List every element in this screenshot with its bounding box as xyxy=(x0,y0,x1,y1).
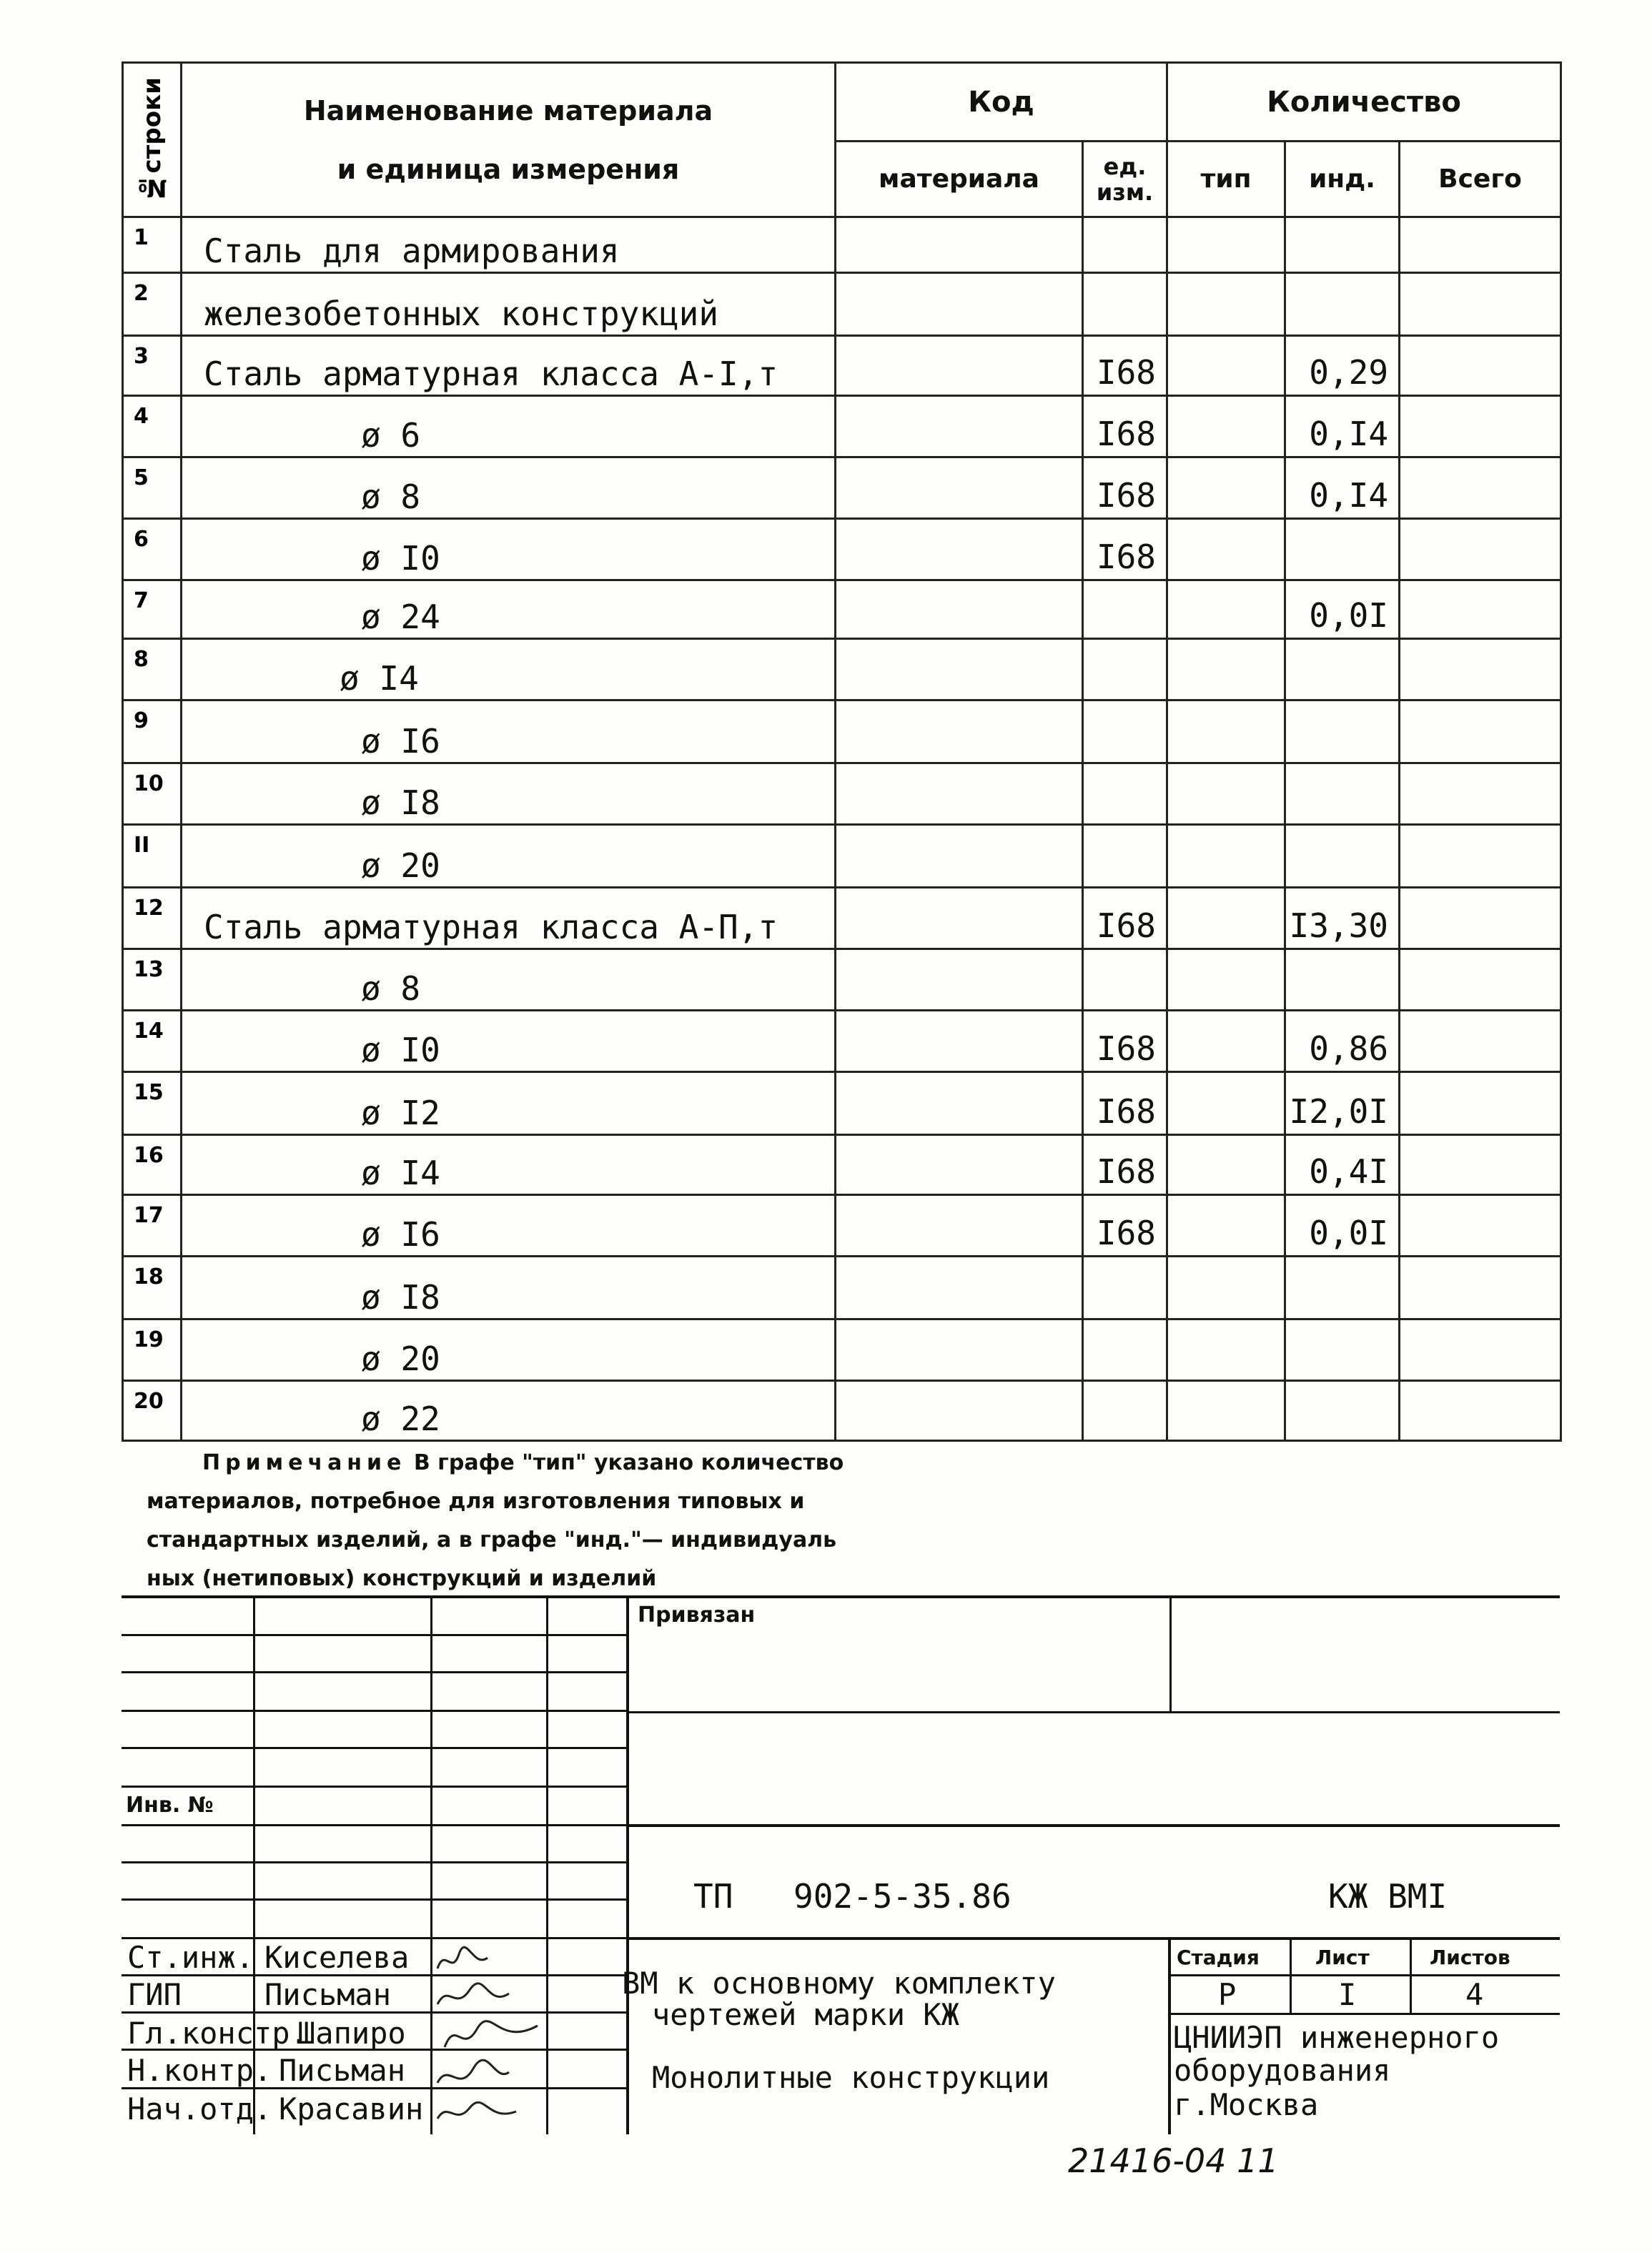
row-number: 4 xyxy=(123,396,182,457)
material-name: ø 20 xyxy=(182,1319,836,1381)
material-name: ø I8 xyxy=(182,1257,836,1319)
note-line3: стандартных изделий, а в графе "инд."— индивидуаль xyxy=(147,1527,837,1553)
unit-header-line1: ед. xyxy=(1103,152,1147,180)
type-qty xyxy=(1167,949,1285,1011)
total-qty xyxy=(1400,1257,1561,1319)
type-qty xyxy=(1167,700,1285,763)
table-row xyxy=(123,1195,1561,1257)
type-qty xyxy=(1167,519,1285,580)
material-code xyxy=(836,1195,1083,1257)
unit-code: I68 xyxy=(1083,1135,1167,1195)
total-qty xyxy=(1400,700,1561,763)
unit-code: I68 xyxy=(1083,888,1167,949)
table-row xyxy=(123,639,1561,700)
tp-number: 902-5-35.86 xyxy=(793,1877,1012,1916)
type-qty xyxy=(1167,273,1285,336)
table-row xyxy=(123,1135,1561,1195)
description-line1: ВМ к основному комплекту xyxy=(622,1966,1056,2001)
unit-code xyxy=(1083,825,1167,888)
type-qty xyxy=(1167,1011,1285,1072)
sheet-value: I xyxy=(1338,1977,1357,2012)
material-code xyxy=(836,1381,1083,1441)
material-code xyxy=(836,336,1083,396)
type-header: тип xyxy=(1167,142,1285,217)
stage-value: Р xyxy=(1218,1977,1237,2012)
type-qty xyxy=(1167,1135,1285,1195)
type-qty xyxy=(1167,825,1285,888)
total-qty xyxy=(1400,825,1561,888)
material-name: ø I4 xyxy=(182,1135,836,1195)
type-qty xyxy=(1167,1195,1285,1257)
total-qty xyxy=(1400,396,1561,457)
note xyxy=(147,1444,1033,1598)
table-row xyxy=(123,457,1561,519)
material-name: железобетонных конструкций xyxy=(182,273,836,336)
ind-qty xyxy=(1285,949,1400,1011)
unit-code: I68 xyxy=(1083,1011,1167,1072)
unit-header xyxy=(1083,142,1167,217)
ind-qty xyxy=(1285,1319,1400,1381)
table-row xyxy=(123,580,1561,639)
materials-table xyxy=(122,61,1562,1442)
unit-code: I68 xyxy=(1083,1195,1167,1257)
material-code xyxy=(836,1319,1083,1381)
table-row xyxy=(123,519,1561,580)
material-code xyxy=(836,1257,1083,1319)
total-qty xyxy=(1400,336,1561,396)
row-number: 16 xyxy=(123,1135,182,1195)
material-name-header-line2: и единица измерения xyxy=(337,153,680,185)
material-code xyxy=(836,949,1083,1011)
table-row xyxy=(123,1011,1561,1072)
type-qty xyxy=(1167,396,1285,457)
row-number: 8 xyxy=(123,639,182,700)
row-number: 3 xyxy=(123,336,182,396)
total-qty xyxy=(1400,888,1561,949)
type-qty xyxy=(1167,1381,1285,1441)
signature-role-3: Гл.констр. xyxy=(127,2016,308,2051)
sheets-label: Листов xyxy=(1430,1946,1510,1969)
row-number: 5 xyxy=(123,457,182,519)
material-name: ø 8 xyxy=(182,949,836,1011)
table-row xyxy=(123,700,1561,763)
table-row xyxy=(123,1319,1561,1381)
row-number: 15 xyxy=(123,1072,182,1135)
unit-code xyxy=(1083,273,1167,336)
material-code xyxy=(836,1072,1083,1135)
unit-code xyxy=(1083,1319,1167,1381)
row-number: 1 xyxy=(123,217,182,273)
total-qty xyxy=(1400,639,1561,700)
unit-code xyxy=(1083,1381,1167,1441)
signature-name-5: Красавин xyxy=(279,2091,424,2126)
type-qty xyxy=(1167,1257,1285,1319)
material-code xyxy=(836,1011,1083,1072)
material-name-header xyxy=(182,63,836,217)
row-number: 2 xyxy=(123,273,182,336)
material-name: ø I0 xyxy=(182,1011,836,1072)
sheets-value: 4 xyxy=(1465,1977,1484,2012)
table-row xyxy=(123,1381,1561,1441)
material-code xyxy=(836,639,1083,700)
total-qty xyxy=(1400,1381,1561,1441)
table-row xyxy=(123,1257,1561,1319)
ind-qty: I3,30 xyxy=(1285,888,1400,949)
ind-qty: 0,4I xyxy=(1285,1135,1400,1195)
sheet-label: Лист xyxy=(1315,1946,1370,1969)
inv-number-label: Инв. № xyxy=(126,1793,214,1818)
material-code xyxy=(836,273,1083,336)
material-name: Сталь для армирования xyxy=(182,217,836,273)
ind-qty xyxy=(1285,639,1400,700)
ind-qty: 0,I4 xyxy=(1285,396,1400,457)
signature-name-4: Письман xyxy=(279,2053,406,2088)
unit-code: I68 xyxy=(1083,1072,1167,1135)
material-name: ø I2 xyxy=(182,1072,836,1135)
note-lead: Примечание xyxy=(202,1450,407,1475)
ind-qty: 0,0I xyxy=(1285,1195,1400,1257)
signature-role-2: ГИП xyxy=(127,1977,182,2012)
type-qty xyxy=(1167,1319,1285,1381)
total-qty xyxy=(1400,1319,1561,1381)
material-code xyxy=(836,700,1083,763)
table-row xyxy=(123,396,1561,457)
ind-qty: 0,I4 xyxy=(1285,457,1400,519)
total-header: Всего xyxy=(1400,142,1561,217)
description-line2: чертежей марки КЖ xyxy=(652,1997,959,2032)
material-name: ø I8 xyxy=(182,763,836,825)
ind-qty xyxy=(1285,273,1400,336)
total-qty xyxy=(1400,519,1561,580)
total-qty xyxy=(1400,457,1561,519)
code-header: Код xyxy=(836,63,1167,142)
row-number: 7 xyxy=(123,580,182,639)
total-qty xyxy=(1400,763,1561,825)
type-qty xyxy=(1167,1072,1285,1135)
total-qty xyxy=(1400,217,1561,273)
material-name: ø I6 xyxy=(182,700,836,763)
archive-number: 21416-04 11 xyxy=(1068,2141,1279,2180)
table-row xyxy=(123,825,1561,888)
ind-qty xyxy=(1285,1257,1400,1319)
type-qty xyxy=(1167,217,1285,273)
total-qty xyxy=(1400,1195,1561,1257)
material-name: ø 24 xyxy=(182,580,836,639)
ind-qty: 0,29 xyxy=(1285,336,1400,396)
organization-line3: г.Москва xyxy=(1174,2087,1319,2122)
row-number: 17 xyxy=(123,1195,182,1257)
row-number: 14 xyxy=(123,1011,182,1072)
ind-qty: I2,0I xyxy=(1285,1072,1400,1135)
table-row xyxy=(123,217,1561,273)
total-qty xyxy=(1400,273,1561,336)
unit-code: I68 xyxy=(1083,336,1167,396)
stage-label: Стадия xyxy=(1177,1946,1260,1969)
table-row xyxy=(123,1072,1561,1135)
material-code xyxy=(836,888,1083,949)
unit-code xyxy=(1083,949,1167,1011)
tp-label: ТП xyxy=(693,1877,733,1916)
material-code xyxy=(836,519,1083,580)
ind-qty xyxy=(1285,825,1400,888)
unit-code xyxy=(1083,580,1167,639)
note-line4: ных (нетиповых) конструкций и изделий xyxy=(147,1566,657,1591)
row-number: II xyxy=(123,825,182,888)
material-name: ø I4 xyxy=(182,639,836,700)
note-line1: В графе "тип" указано количество xyxy=(413,1450,844,1475)
material-name: ø 6 xyxy=(182,396,836,457)
table-row xyxy=(123,763,1561,825)
description-line3: Монолитные конструкции xyxy=(652,2060,1050,2095)
ind-qty: 0,86 xyxy=(1285,1011,1400,1072)
row-number: 10 xyxy=(123,763,182,825)
signature-name-3: Шапиро xyxy=(297,2016,406,2051)
material-name: Сталь арматурная класса А-I,т xyxy=(182,336,836,396)
material-code xyxy=(836,763,1083,825)
material-code xyxy=(836,580,1083,639)
unit-code: I68 xyxy=(1083,519,1167,580)
signature-name-2: Письман xyxy=(264,1977,392,2012)
organization-line1: ЦНИИЭП инженерного xyxy=(1174,2020,1500,2055)
handwritten-signatures xyxy=(430,1940,623,2133)
row-number-header-label: №строки xyxy=(137,77,167,202)
signature-role-5: Нач.отд. xyxy=(127,2091,272,2126)
unit-code xyxy=(1083,1257,1167,1319)
material-code xyxy=(836,457,1083,519)
type-qty xyxy=(1167,639,1285,700)
privyazan-label: Привязан xyxy=(638,1603,756,1628)
row-number: 12 xyxy=(123,888,182,949)
total-qty xyxy=(1400,1072,1561,1135)
signature-name-1: Киселева xyxy=(264,1940,410,1975)
unit-code xyxy=(1083,639,1167,700)
document-code: КЖ ВМI xyxy=(1328,1877,1448,1916)
total-qty xyxy=(1400,1135,1561,1195)
type-qty xyxy=(1167,888,1285,949)
table-row xyxy=(123,336,1561,396)
ind-qty xyxy=(1285,217,1400,273)
unit-code: I68 xyxy=(1083,457,1167,519)
material-code-header: материала xyxy=(836,142,1083,217)
material-name: ø I0 xyxy=(182,519,836,580)
unit-code xyxy=(1083,217,1167,273)
material-name: ø 20 xyxy=(182,825,836,888)
row-number: 9 xyxy=(123,700,182,763)
row-number-header xyxy=(123,63,182,217)
material-name-header-line1: Наименование материала xyxy=(303,94,713,127)
table-row xyxy=(123,949,1561,1011)
total-qty xyxy=(1400,949,1561,1011)
material-code xyxy=(836,1135,1083,1195)
material-name: ø 8 xyxy=(182,457,836,519)
signature-role-4: Н.контр. xyxy=(127,2053,272,2088)
row-number: 20 xyxy=(123,1381,182,1441)
table-row xyxy=(123,888,1561,949)
unit-code xyxy=(1083,763,1167,825)
ind-header: инд. xyxy=(1285,142,1400,217)
ind-qty xyxy=(1285,700,1400,763)
material-name: ø 22 xyxy=(182,1381,836,1441)
type-qty xyxy=(1167,457,1285,519)
total-qty xyxy=(1400,580,1561,639)
ind-qty xyxy=(1285,1381,1400,1441)
ind-qty: 0,0I xyxy=(1285,580,1400,639)
title-block xyxy=(122,1595,1560,2134)
row-number: 18 xyxy=(123,1257,182,1319)
material-code xyxy=(836,396,1083,457)
type-qty xyxy=(1167,580,1285,639)
material-name: Сталь арматурная класса А-П,т xyxy=(182,888,836,949)
ind-qty xyxy=(1285,763,1400,825)
table-row xyxy=(123,273,1561,336)
material-name: ø I6 xyxy=(182,1195,836,1257)
signature-role-1: Ст.инж. xyxy=(127,1940,254,1975)
total-qty xyxy=(1400,1011,1561,1072)
unit-code xyxy=(1083,700,1167,763)
material-code xyxy=(836,825,1083,888)
unit-code: I68 xyxy=(1083,396,1167,457)
note-line2: материалов, потребное для изготовления типовых и xyxy=(147,1489,805,1514)
row-number: 13 xyxy=(123,949,182,1011)
unit-header-line2: изм. xyxy=(1096,178,1154,206)
row-number: 6 xyxy=(123,519,182,580)
type-qty xyxy=(1167,763,1285,825)
organization-line2: оборудования xyxy=(1174,2053,1391,2088)
quantity-header: Количество xyxy=(1167,63,1561,142)
type-qty xyxy=(1167,336,1285,396)
material-code xyxy=(836,217,1083,273)
row-number: 19 xyxy=(123,1319,182,1381)
ind-qty xyxy=(1285,519,1400,580)
